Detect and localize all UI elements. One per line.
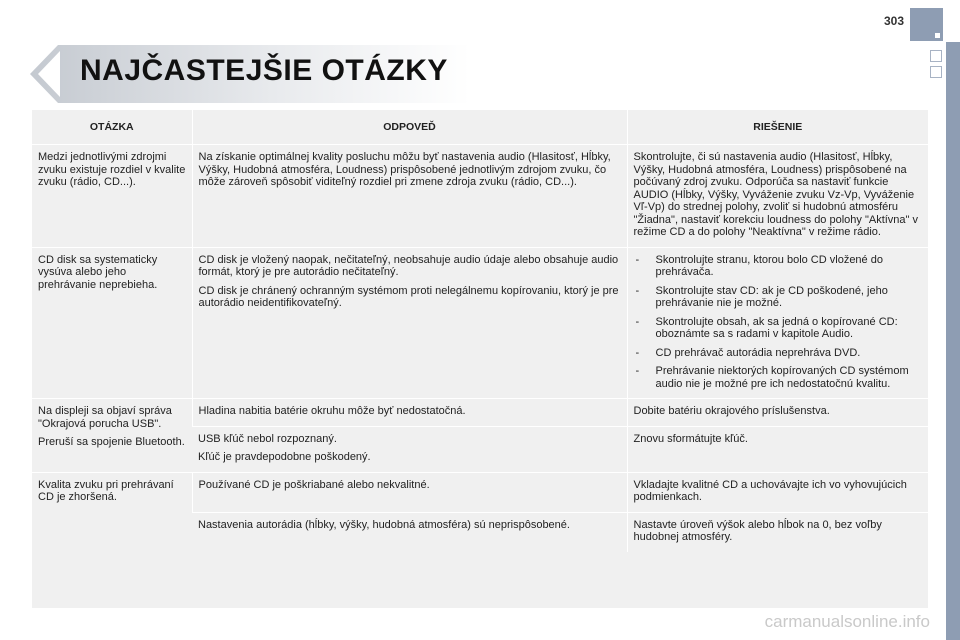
table-row <box>32 247 928 399</box>
faq-table <box>32 110 928 552</box>
solution-item: - Skontrolujte stav CD: ak je CD poškodené, jeho prehrávanie nie je možné. <box>634 285 923 310</box>
table-header-row <box>32 110 928 145</box>
corner-tab <box>910 8 943 41</box>
solution-cell: Vkladajte kvalitné CD a uchovávajte ich vo vyhovujúcich podmienkach. <box>627 472 928 512</box>
answer-cell: Na získanie optimálnej kvality posluchu môžu byť nastavenia audio (Hlasitosť, Hĺbky, Výšky, Hudobná atmosféra, Loudness) prispôsobené jednotlivým zdrojom zvuku, čo môže zároveň spôsobiť viditeľný rozdiel pri zmene zdroja zvuku (rádio, CD...). <box>192 145 627 248</box>
watermark: carmanualsonline.info <box>764 612 930 631</box>
corner-tab-mark <box>935 33 940 38</box>
answer-cell: Používané CD je poškriabané alebo nekvalitné. <box>192 472 627 512</box>
solution-cell: Dobite batériu okrajového príslušenstva. <box>627 399 928 427</box>
answer-cell <box>192 426 627 472</box>
header-solution: RIEŠENIE <box>627 110 928 145</box>
answer-paragraph: USB kľúč nebol rozpoznaný. <box>198 432 337 445</box>
answer-cell: Hladina nabitia batérie okruhu môže byť nedostatočná. <box>192 399 627 427</box>
question-cell: CD disk sa systematicky vysúva alebo jeho prehrávanie neprebieha. <box>32 247 192 399</box>
page-number: 303 <box>883 14 904 28</box>
solution-cell: Skontrolujte, či sú nastavenia audio (Hlasitosť, Hĺbky, Výšky, Hudobná atmosféra, Loudness) prispôsobené na počúvaný zdroj zvuku. Odporúča sa nastaviť funkcie AUDIO (Hĺbky, Výšky, Vyváženie zvuku Vz-Vp, Vyváženie Vľ-Vp) do strednej polohy, zvoliť si hudobnú atmosféru "Žiadna", nastaviť korekciu loudness do polohy "Aktívna" v režime CD a do polohy "Neaktívna" v režime rádio. <box>627 145 928 248</box>
question-cell: Kvalita zvuku pri prehrávaní CD je zhoršená. <box>32 472 192 552</box>
answer-cell <box>192 247 627 399</box>
answer-cell: Nastavenia autorádia (hĺbky, výšky, hudobná atmosféra) sú neprispôsobené. <box>192 512 627 552</box>
page-title: NAJČASTEJŠIE OTÁZKY <box>80 54 448 87</box>
answer-paragraph: CD disk je chránený ochranným systémom proti nelegálnemu kopírovaniu, ktorý je pre autorádio neidentifikovateľný. <box>198 284 619 309</box>
answer-paragraph: CD disk je vložený naopak, nečitateľný, neobsahuje audio údaje alebo obsahuje audio formát, ktorý je pre autorádio nečitateľný. <box>198 253 619 278</box>
header-answer: ODPOVEĎ <box>192 110 627 145</box>
solution-item: - Skontrolujte obsah, ak sa jedná o kopírované CD: oboznámte sa s radami v kapitole Audio. <box>634 316 923 341</box>
solution-item: - Prehrávanie niektorých kopírovaných CD systémom audio nie je možné pre ich nedostatočnú kvalitu. <box>634 365 923 390</box>
header-question: OTÁZKA <box>32 110 192 145</box>
side-stripe <box>946 42 960 640</box>
title-banner <box>30 45 470 103</box>
answer-paragraph: Kľúč je pravdepodobne poškodený. <box>198 451 371 463</box>
solution-cell: Znovu sformátujte kľúč. <box>627 426 928 472</box>
question-paragraph: Na displeji sa objaví správa "Okrajová porucha USB". <box>38 405 172 430</box>
solution-item: - Skontrolujte stranu, ktorou bolo CD vložené do prehrávača. <box>634 254 923 279</box>
solution-cell <box>627 247 928 399</box>
table-row <box>32 399 928 427</box>
question-cell <box>32 399 192 473</box>
question-cell: Medzi jednotlivými zdrojmi zvuku existuje rozdiel v kvalite zvuku (rádio, CD...). <box>32 145 192 248</box>
question-paragraph: Preruší sa spojenie Bluetooth. <box>38 436 185 448</box>
solution-item: - CD prehrávač autorádia neprehráva DVD. <box>634 347 923 360</box>
solution-cell: Nastavte úroveň výšok alebo hĺbok na 0, bez voľby hudobnej atmosféry. <box>627 512 928 552</box>
side-checkbox-2 <box>930 66 942 78</box>
table-row <box>32 145 928 248</box>
faq-table-container <box>32 110 928 608</box>
side-checkbox-1 <box>930 50 942 62</box>
table-row <box>32 472 928 512</box>
solution-list <box>634 254 923 391</box>
